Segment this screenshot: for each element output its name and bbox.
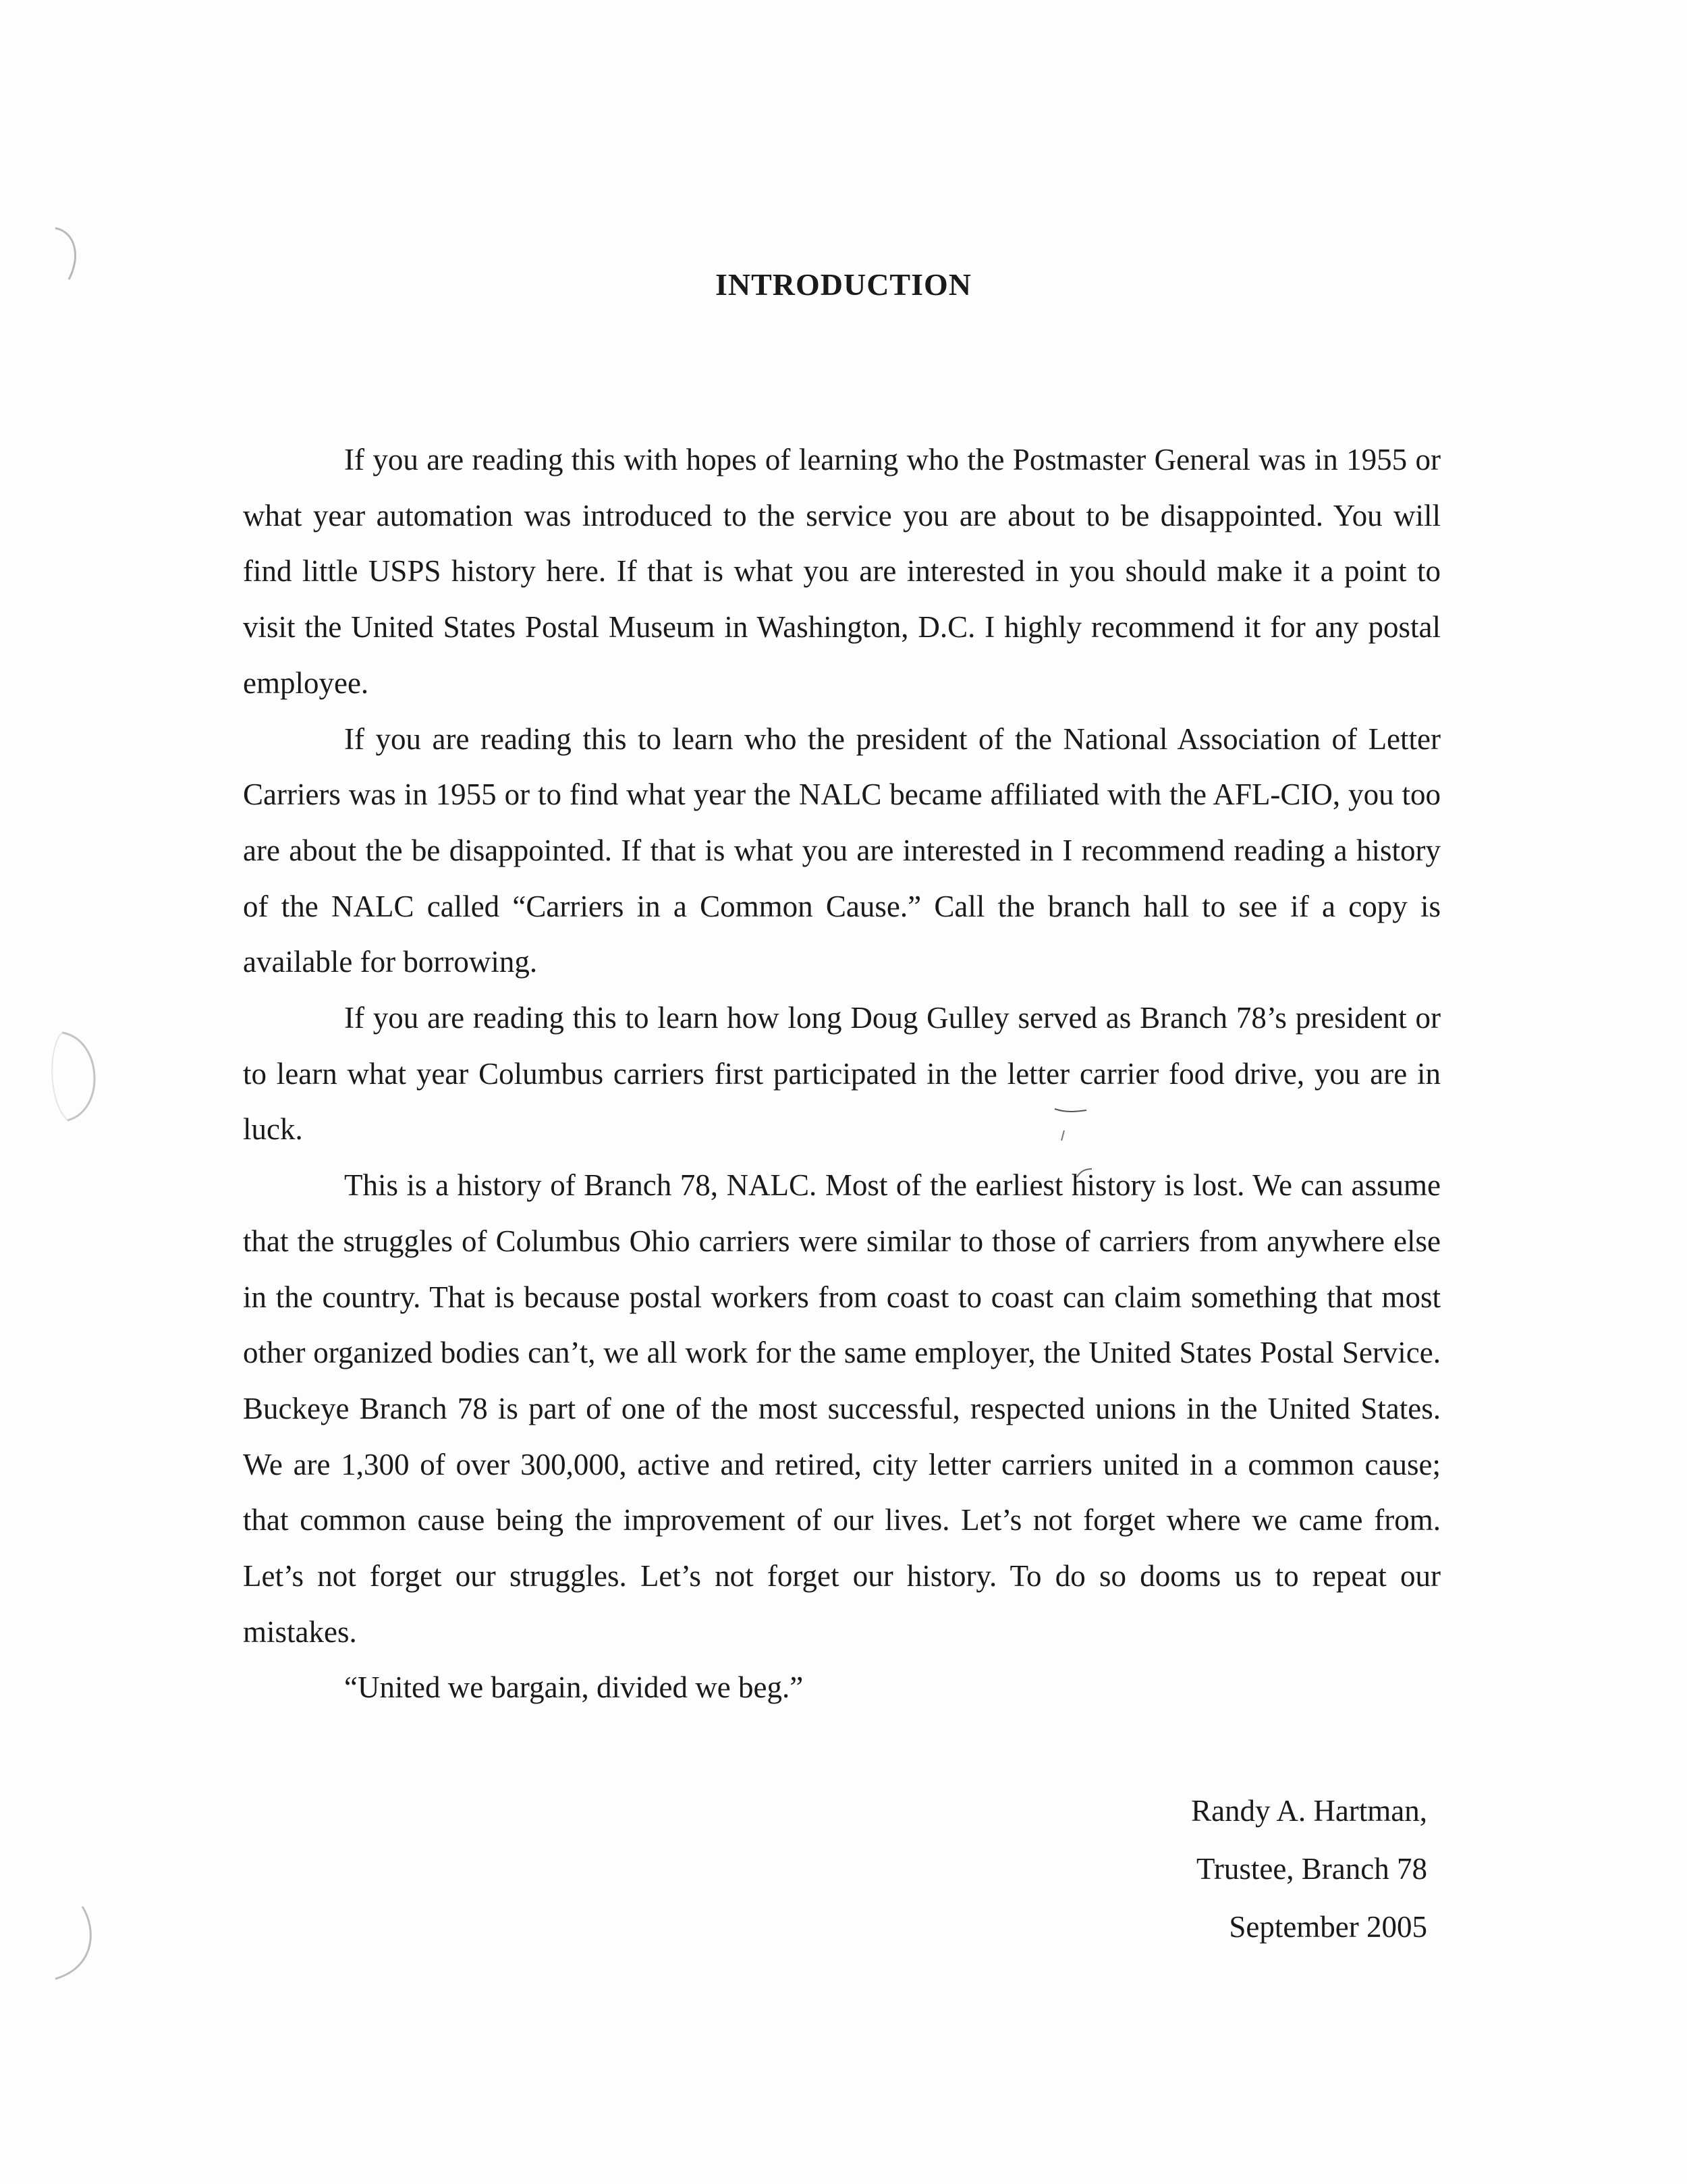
- punch-hole-middle: [35, 1026, 109, 1127]
- punch-hole-bottom: [35, 1903, 103, 1984]
- motto-quote: “United we bargain, divided we beg.”: [344, 1670, 804, 1705]
- paragraph: If you are reading this to learn who the president of the National Association of Letter Carriers was in 1955 or to find what year the NALC became affiliated with the AFL-CIO, you too are about the be disappointed. If that is what you are interested in I recommend reading a history of the NALC called “Carriers in a Common Cause.” Call the branch hall to see if a copy is available for borrowing.: [243, 721, 1441, 979]
- signature-block: [1191, 1782, 1427, 1956]
- signature-date: September 2005: [1229, 1910, 1427, 1944]
- page-title: INTRODUCTION: [715, 267, 972, 302]
- paragraph: If you are reading this to learn how long Doug Gulley served as Branch 78’s president or to learn what year Columbus carriers first participated in the letter carrier food drive, you are in luck.: [243, 1001, 1441, 1147]
- paragraph: This is a history of Branch 78, NALC. Most of the earliest history is lost. We can assume that the struggles of Columbus Ohio carriers were similar to those of carriers from anywhere else in the country. That is because postal workers from coast to coast can claim something that most other organized bodies can’t, we all work for the same employer, the United States Postal Service. Buckeye Branch 78 is part of one of the most successful, respected unions in the United States. We are 1,300 of over 300,000, active and retired, city letter carriers united in a common cause; that common cause being the improvement of our lives. Let’s not forget where we came from. Let’s not forget our struggles. Let’s not forget our history. To do so dooms us to repeat our mistakes.: [243, 1168, 1441, 1649]
- paragraph: If you are reading this with hopes of learning who the Postmaster General was in 1955 or what year automation was introduced to the service you are about to be disappointed. You will find little USPS history here. If that is what you are interested in you should make it a point to visit the United States Postal Museum in Washington, D.C. I highly recommend it for any postal employee.: [243, 443, 1441, 700]
- signature-role: Trustee, Branch 78: [1196, 1852, 1427, 1886]
- document-body: [243, 432, 1441, 1716]
- signature-name: Randy A. Hartman,: [1191, 1794, 1427, 1828]
